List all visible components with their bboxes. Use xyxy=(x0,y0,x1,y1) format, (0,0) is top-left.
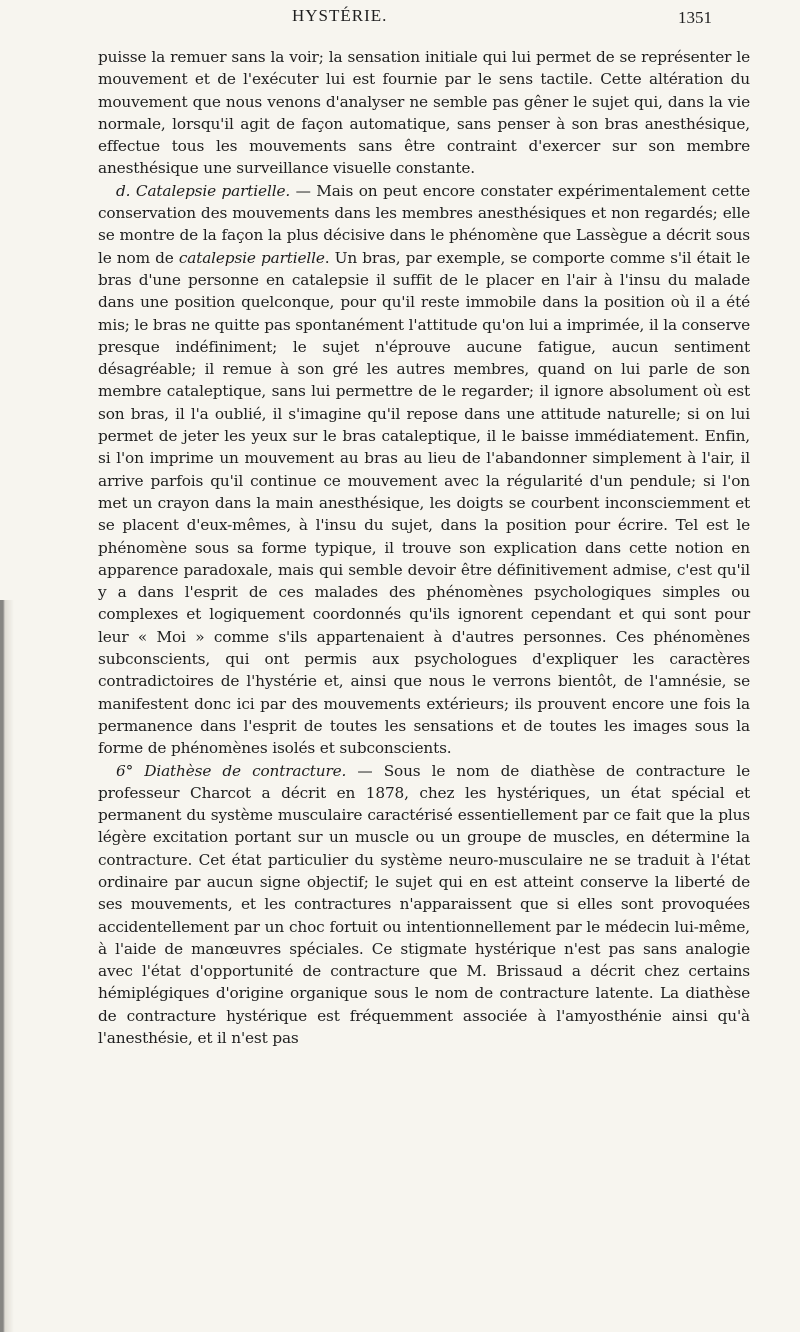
paragraph-2 xyxy=(98,180,750,760)
page-edge-shadow xyxy=(0,600,14,1332)
paragraph-1 xyxy=(98,46,750,180)
running-title: HYSTÉRIE. xyxy=(292,6,388,25)
paragraph-1-text: puisse la remuer sans la voir; la sensation initiale qui lui permet de se représenter le mouvement et de l'exécuter lui est fournie par le sens tactile. Cette altération du mouvement que nous venons d'analyser ne semble pas gêner le sujet qui, dans la vie normale, lorsqu'il agit de façon automatique, sans penser à son bras anesthésique, effectue tous les mouvements sans être contraint d'exercer sur son membre anesthésique une surveillance visuelle constante. xyxy=(98,48,750,178)
paragraph-2-text-after: . Un bras, par exemple, se comporte comme s'il était le bras d'une personne en catalepsie il suffit de le placer en l'air à l'insu du malade dans une position quelconque, pour qu'il reste immobile dans la position où il a été mis; le bras ne quitte pas spontanément l'attitude qu'on lui a imprimée, il la conserve presque indéfiniment; le sujet n'éprouve aucune fatigue, aucun sentiment désagréable; il remue à son gré les autres membres, quand on lui parle de son membre cataleptique, sans lui permettre de le regarder; il ignore absolument où est son bras, il l'a oublié, il s'imagine qu'il repose dans une attitude naturelle; si on lui permet de jeter les yeux sur le bras cataleptique, il le baisse immédiatement. Enfin, si l'on imprime un mouvement au bras au lieu de l'abandonner simplement à l'air, il arrive parfois qu'il continue ce mouvement avec la régularité d'un pendule; si l'on met un crayon dans la main anesthésique, les doigts se courbent inconsciemment et se placent d'eux-mêmes, à l'insu du sujet, dans la position pour écrire. Tel est le phénomène sous sa forme typique, il trouve son explication dans cette notion en apparence paradoxale, mais qui semble devoir être définitivement admise, c'est qu'il y a dans l'esprit de ces malades des phénomènes psychologiques simples ou complexes et logiquement coordonnés qu'ils ignorent cependant et qui sont pour leur « Moi » comme s'ils appartenaient à d'autres personnes. Ces phénomènes subconscients, qui ont permis aux psychologues d'expliquer les caractères contradictoires de l'hystérie et, ainsi que nous le verrons bientôt, de l'amnésie, se manifestent donc ici par des mouvements extérieurs; ils prouvent encore une fois la permanence dans l'esprit de toutes les sensations et de toutes les images sous la forme de phénomènes isolés et subconscients. xyxy=(98,248,750,758)
paragraph-2-text: — Mais on peut encore constater expérimentalement cette conservation des mouvements dans les membres anesthésiques et non regardés; elle se montre de la façon la plus décisive dans le phénomène que Lassègue a décrit sous le nom de xyxy=(98,181,751,267)
section-heading-diathese: 6° Diathèse de contracture. xyxy=(116,761,347,780)
section-heading-catalepsie: d. Catalepsie partielle. xyxy=(116,181,291,200)
term-catalepsie-partielle: catalepsie partielle xyxy=(178,248,325,267)
page-number: 1351 xyxy=(678,8,712,27)
page-header xyxy=(0,6,800,36)
body-text xyxy=(98,46,750,1049)
paragraph-3 xyxy=(98,760,750,1050)
paragraph-3-text: — Sous le nom de diathèse de contracture le professeur Charcot a décrit en 1878, chez les hystériques, un état spécial et permanent du système musculaire caractérisé essentiellement par ce fait que la plus légère excitation portant sur un muscle ou un groupe de muscles, en détermine la contracture. Cet état particulier du système neuro-musculaire ne se traduit à l'état ordinaire par aucun signe objectif; le sujet qui en est atteint conserve la liberté de ses mouvements, et les contractures n'apparaissent que si elles sont provoquées accidentellement par un choc fortuit ou intentionnellement par le médecin lui-même, à l'aide de manœuvres spéciales. Ce stigmate hystérique n'est pas sans analogie avec l'état d'opportunité de contracture que M. Brissaud a décrit chez certains hémiplégiques d'origine organique sous le nom de contracture latente. La diathèse de contracture hystérique est fréquemment associée à l'amyosthénie ainsi qu'à l'anesthésie, et il n'est pas xyxy=(98,761,750,1048)
